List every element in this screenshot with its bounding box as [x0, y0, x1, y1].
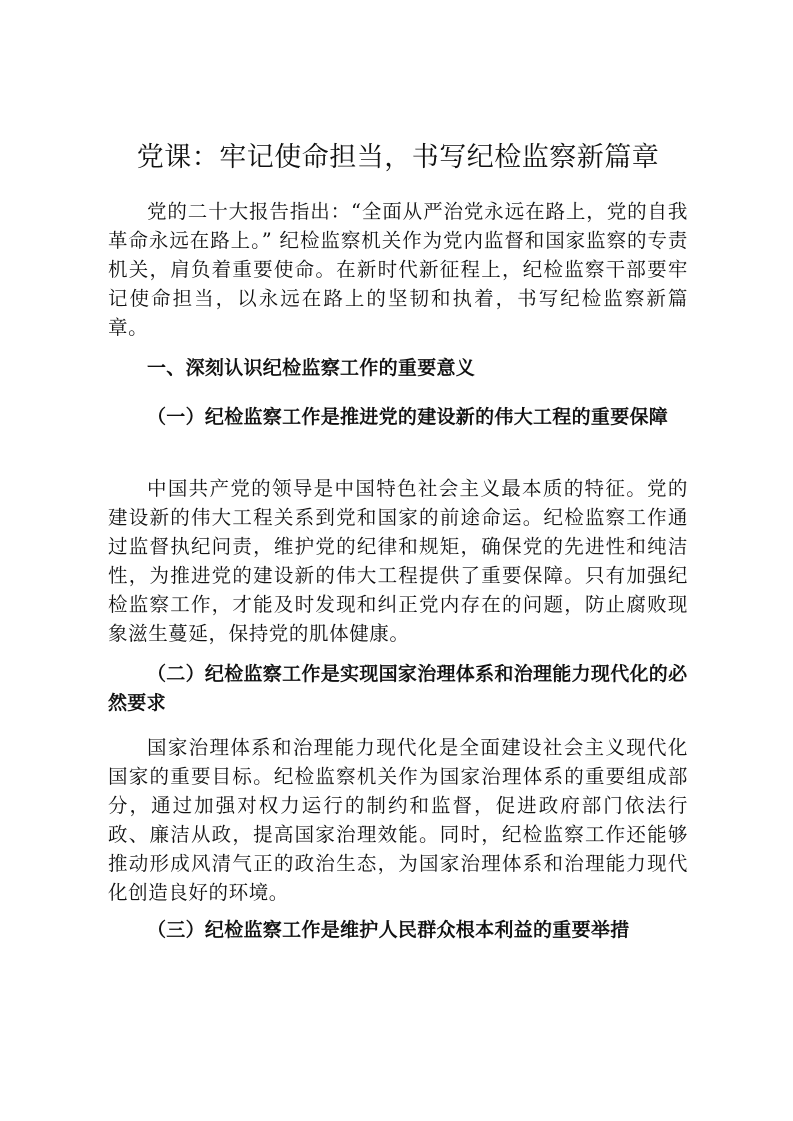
subsection-body-1: 中国共产党的领导是中国特色社会主义最本质的特征。党的建设新的伟大工程关系到党和国家的前途命运。纪检监察工作通过监督执纪问责，维护党的纪律和规矩，确保党的先进性和纯洁性，为推进党的建设新的伟大工程提供了重要保障。只有加强纪检监察工作，才能及时发现和纠正党内存在的问题，防止腐败现象滋生蔓延，保持党的肌体健康。	[108, 477, 688, 645]
intro-paragraph: 党的二十大报告指出：“全面从严治党永远在路上，党的自我革命永远在路上。” 纪检监察机关作为党内监督和国家监察的专责机关，肩负着重要使命。在新时代新征程上，纪检监察干部要牢记使命担当，以永远在路上的坚韧和执着，书写纪检监察新篇章。	[108, 200, 688, 339]
document-title: 党课：牢记使命担当，书写纪检监察新篇章	[136, 142, 660, 173]
subsection-body-2: 国家治理体系和治理能力现代化是全面建设社会主义现代化国家的重要目标。纪检监察机关作为国家治理体系的重要组成部分，通过加强对权力运行的制约和监督，促进政府部门依法行政、廉洁从政，提高国家治理效能。同时，纪检监察工作还能够推动形成风清气正的政治生态，为国家治理体系和治理能力现代化创造良好的环境。	[108, 736, 688, 904]
subsection-heading-1: （一）纪检监察工作是推进党的建设新的伟大工程的重要保障	[147, 406, 669, 428]
section-heading-1: 一、深刻认识纪检监察工作的重要意义	[147, 357, 476, 379]
subsection-heading-2: （二）纪检监察工作是实现国家治理体系和治理能力现代化的必然要求	[108, 663, 688, 714]
subsection-heading-3: （三）纪检监察工作是维护人民群众根本利益的重要举措	[147, 919, 630, 941]
